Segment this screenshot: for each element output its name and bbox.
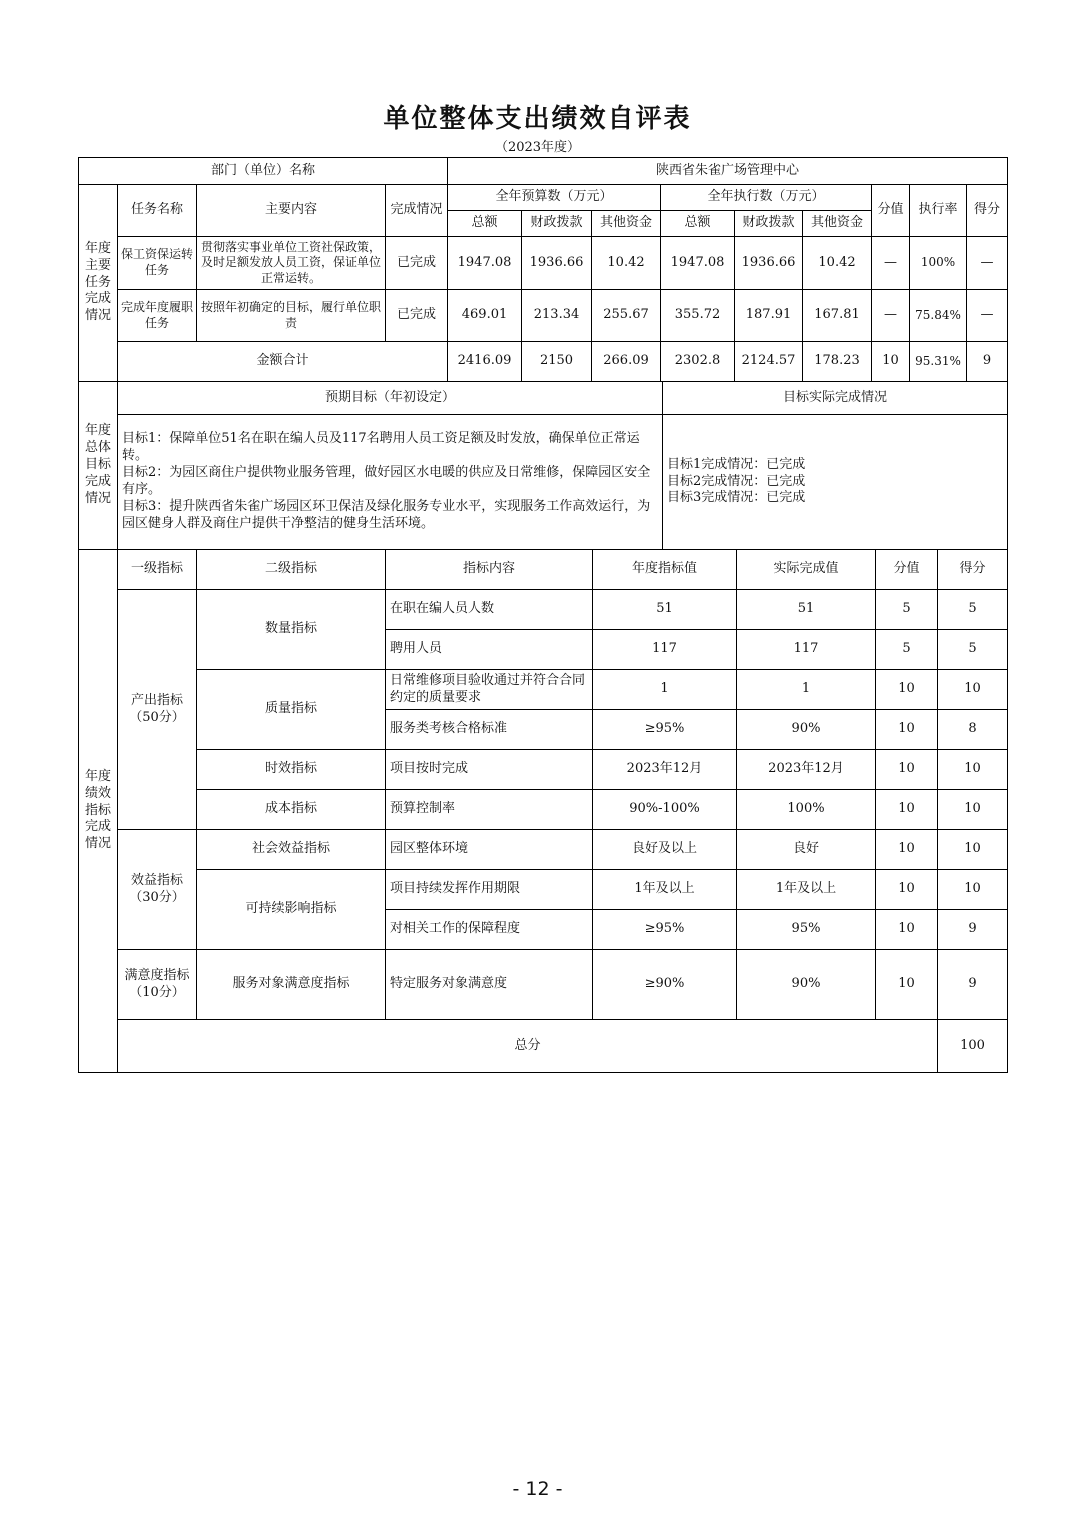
result-1: 目标1完成情况：已完成 [667, 456, 806, 472]
total-row [79, 1020, 1008, 1073]
service-satisfaction-indicator: 服务对象满意度指标 [197, 950, 386, 1020]
indicator-content: 项目按时完成 [386, 750, 593, 790]
indicator-content: 聘用人员 [386, 630, 593, 670]
header-score: 得分 [938, 550, 1008, 590]
actual-value: 2023年12月 [737, 750, 876, 790]
page-number: - 12 - [512, 1478, 563, 1500]
score: 5 [938, 590, 1008, 630]
target-value: 117 [593, 630, 737, 670]
output-indicator-label: 产出指标（50分） [118, 590, 197, 830]
social-benefit-indicator: 社会效益指标 [197, 830, 386, 870]
sustainability-indicator: 可持续影响指标 [197, 870, 386, 950]
budget-other: 255.67 [592, 290, 661, 342]
header-score: 得分 [967, 185, 1008, 237]
score-value: 10 [876, 710, 938, 750]
budget-fiscal: 213.34 [522, 290, 592, 342]
sum-score-value: 10 [872, 342, 910, 382]
exec-fiscal: 187.91 [735, 290, 803, 342]
score: 10 [938, 670, 1008, 710]
total-score-value: 100 [938, 1020, 1008, 1073]
goals-table [78, 381, 1008, 550]
indicator-content: 在职在编人员人数 [386, 590, 593, 630]
score: 10 [938, 790, 1008, 830]
goal-1: 目标1：保障单位51名在职在编人员及117名聘用人员工资足额及时发放，确保单位正常运转。 [122, 431, 640, 464]
header-exec: 全年执行数（万元） [661, 185, 872, 211]
score: 8 [938, 710, 1008, 750]
score-value: — [872, 237, 910, 290]
table-row [79, 290, 1008, 342]
section2-label: 年度 总体 目标 完成 情况 [79, 382, 118, 550]
goal-2: 目标2：为园区商住户提供物业服务管理，做好园区水电暖的供应及日常维修，保障园区安全有序。 [122, 465, 651, 497]
table-row [79, 870, 1008, 910]
total-label: 总分 [118, 1020, 938, 1073]
indicator-content: 园区整体环境 [386, 830, 593, 870]
header-actual: 实际完成值 [737, 550, 876, 590]
actual-value: 51 [737, 590, 876, 630]
sum-score: 9 [967, 342, 1008, 382]
goal-3: 目标3：提升陕西省朱雀广场园区环卫保洁及绿化服务专业水平，实现服务工作高效运行，为园区健身人群及商住户提供干净整洁的健身生活环境。 [122, 498, 651, 531]
task-content: 贯彻落实事业单位工资社保政策，及时足额发放人员工资，保证单位正常运转。 [197, 237, 386, 290]
score-value: 5 [876, 630, 938, 670]
table-row [79, 670, 1008, 710]
header-status: 完成情况 [386, 185, 448, 237]
header-main-content: 主要内容 [197, 185, 386, 237]
indicator-content: 项目持续发挥作用期限 [386, 870, 593, 910]
score: — [967, 290, 1008, 342]
header-indicator-content: 指标内容 [386, 550, 593, 590]
score-value: 10 [876, 910, 938, 950]
target-value: 良好及以上 [593, 830, 737, 870]
header-task-name: 任务名称 [118, 185, 197, 237]
task-status: 已完成 [386, 290, 448, 342]
target-value: ≥90% [593, 950, 737, 1020]
exec-total: 1947.08 [661, 237, 735, 290]
sum-budget-other: 266.09 [592, 342, 661, 382]
table-row [79, 750, 1008, 790]
exec-rate: 75.84% [910, 290, 967, 342]
header-target: 年度指标值 [593, 550, 737, 590]
actual-value: 良好 [737, 830, 876, 870]
indicator-content: 服务类考核合格标准 [386, 710, 593, 750]
benefit-indicator-label: 效益指标（30分） [118, 830, 197, 950]
document-subtitle: （2023年度） [494, 140, 581, 155]
target-value: ≥95% [593, 910, 737, 950]
target-value: ≥95% [593, 710, 737, 750]
actual-value: 95% [737, 910, 876, 950]
exec-other: 167.81 [803, 290, 872, 342]
actual-value: 100% [737, 790, 876, 830]
score: 9 [938, 950, 1008, 1020]
header-budget: 全年预算数（万元） [448, 185, 661, 211]
actual-value: 90% [737, 950, 876, 1020]
score-value: 10 [876, 790, 938, 830]
task-name: 保工资保运转任务 [118, 237, 197, 290]
sum-budget-fiscal: 2150 [522, 342, 592, 382]
timeliness-indicator: 时效指标 [197, 750, 386, 790]
header-score-value: 分值 [876, 550, 938, 590]
actual-results [663, 415, 1008, 550]
exec-fiscal: 1936.66 [735, 237, 803, 290]
indicator-table [78, 549, 1008, 1073]
header-actual-results: 目标实际完成情况 [663, 382, 1008, 415]
header-level1: 一级指标 [118, 550, 197, 590]
satisfaction-indicator-label: 满意度指标（10分） [118, 950, 197, 1020]
sum-exec-fiscal: 2124.57 [735, 342, 803, 382]
sum-exec-other: 178.23 [803, 342, 872, 382]
score: 5 [938, 630, 1008, 670]
dept-label: 部门（单位）名称 [79, 158, 448, 185]
budget-total: 469.01 [448, 290, 522, 342]
table-row [79, 950, 1008, 1020]
header-score-value: 分值 [872, 185, 910, 237]
header-level2: 二级指标 [197, 550, 386, 590]
score-value: 10 [876, 870, 938, 910]
score-value: 10 [876, 670, 938, 710]
indicator-content: 对相关工作的保障程度 [386, 910, 593, 950]
table-row [79, 590, 1008, 630]
task-table [78, 157, 1008, 382]
score-value: — [872, 290, 910, 342]
indicator-content: 特定服务对象满意度 [386, 950, 593, 1020]
score-value: 10 [876, 950, 938, 1020]
score: 10 [938, 830, 1008, 870]
score: — [967, 237, 1008, 290]
score: 10 [938, 870, 1008, 910]
result-3: 目标3完成情况：已完成 [667, 490, 806, 506]
sum-label: 金额合计 [118, 342, 448, 382]
header-expected-goals: 预期目标（年初设定） [118, 382, 663, 415]
header-budget-fiscal: 财政拨款 [522, 211, 592, 237]
indicator-content: 预算控制率 [386, 790, 593, 830]
header-exec-other: 其他资金 [803, 211, 872, 237]
budget-total: 1947.08 [448, 237, 522, 290]
expected-goals [118, 415, 663, 550]
score-value: 10 [876, 830, 938, 870]
target-value: 1年及以上 [593, 870, 737, 910]
task-content: 按照年初确定的目标，履行单位职责 [197, 290, 386, 342]
sum-exec-rate: 95.31% [910, 342, 967, 382]
quality-indicator: 质量指标 [197, 670, 386, 750]
document-title: 单位整体支出绩效自评表 [383, 104, 692, 134]
table-row [79, 237, 1008, 290]
actual-value: 90% [737, 710, 876, 750]
actual-value: 1年及以上 [737, 870, 876, 910]
cost-indicator: 成本指标 [197, 790, 386, 830]
header-budget-other: 其他资金 [592, 211, 661, 237]
target-value: 1 [593, 670, 737, 710]
target-value: 51 [593, 590, 737, 630]
header-exec-fiscal: 财政拨款 [735, 211, 803, 237]
exec-other: 10.42 [803, 237, 872, 290]
section1-label: 年度 主要 任务 完成 情况 [79, 185, 118, 382]
target-value: 2023年12月 [593, 750, 737, 790]
task-status: 已完成 [386, 237, 448, 290]
dept-name: 陕西省朱雀广场管理中心 [448, 158, 1008, 185]
header-budget-total: 总额 [448, 211, 522, 237]
header-exec-total: 总额 [661, 211, 735, 237]
actual-value: 1 [737, 670, 876, 710]
score-value: 10 [876, 750, 938, 790]
header-exec-rate: 执行率 [910, 185, 967, 237]
sum-row [79, 342, 1008, 382]
exec-rate: 100% [910, 237, 967, 290]
table-row [79, 830, 1008, 870]
result-2: 目标2完成情况：已完成 [667, 473, 806, 489]
sum-exec-total: 2302.8 [661, 342, 735, 382]
sum-budget-total: 2416.09 [448, 342, 522, 382]
section3-label: 年度 绩效 指标 完成 情况 [79, 550, 118, 1073]
target-value: 90%-100% [593, 790, 737, 830]
budget-other: 10.42 [592, 237, 661, 290]
score: 10 [938, 750, 1008, 790]
budget-fiscal: 1936.66 [522, 237, 592, 290]
quantity-indicator: 数量指标 [197, 590, 386, 670]
actual-value: 117 [737, 630, 876, 670]
exec-total: 355.72 [661, 290, 735, 342]
table-row [79, 790, 1008, 830]
task-name: 完成年度履职任务 [118, 290, 197, 342]
score: 9 [938, 910, 1008, 950]
score-value: 5 [876, 590, 938, 630]
indicator-content: 日常维修项目验收通过并符合合同约定的质量要求 [386, 670, 593, 710]
